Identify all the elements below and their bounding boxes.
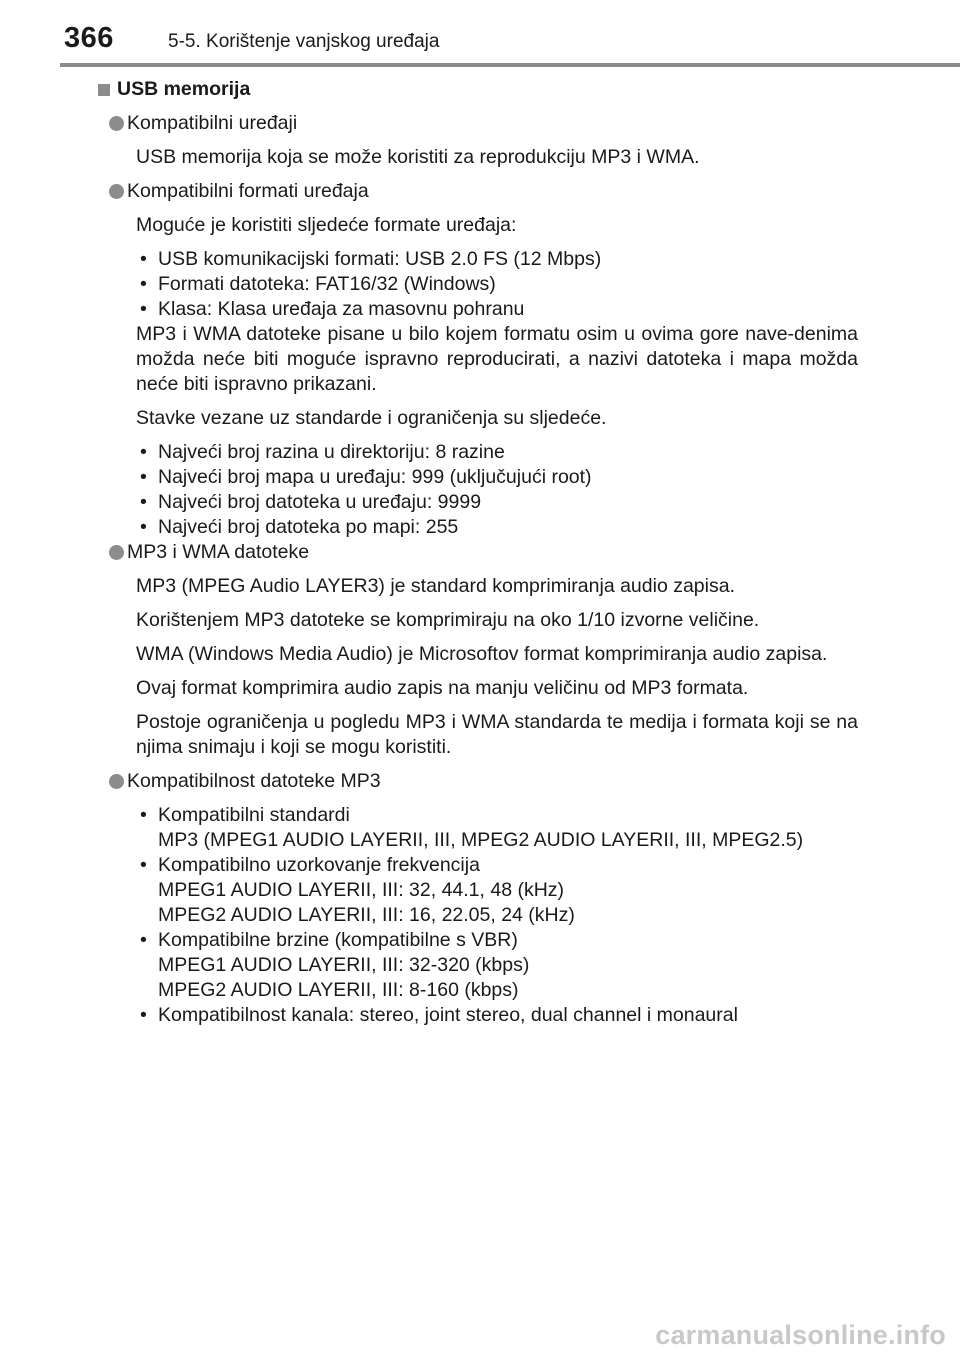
mp3-compat-list: [136, 803, 858, 1028]
list-item: • Formati datoteka: FAT16/32 (Windows): [140, 273, 496, 295]
files-paragraph-1: MP3 (MPEG Audio LAYER3) je standard komprimiranja audio zapisa.: [136, 575, 735, 597]
circle-bullet-icon: [109, 184, 124, 199]
limits-list: [136, 440, 858, 540]
subheading-mp3-compatibility: [109, 769, 858, 794]
circle-bullet-icon: [109, 116, 124, 131]
compatible-formats-intro: Moguće je koristiti sljedeće formate uređaja:: [136, 214, 517, 236]
files-paragraph-3: WMA (Windows Media Audio) je Microsoftov format komprimiranja audio zapisa.: [136, 643, 828, 665]
list-item: • Najveći broj datoteka po mapi: 255: [140, 516, 459, 538]
subheading-text: Kompatibilnost datoteke MP3: [127, 770, 381, 792]
watermark: carmanualsonline.info: [655, 1320, 946, 1350]
header-rule: [60, 63, 960, 67]
section-title: 5-5. Korištenje vanjskog uređaja: [168, 31, 440, 52]
files-paragraph-4: Ovaj format komprimira audio zapis na manju veličinu od MP3 formata.: [136, 677, 749, 699]
format-list: [136, 247, 858, 322]
circle-bullet-icon: [109, 545, 124, 560]
list-item: • USB komunikacijski formati: USB 2.0 FS (12 Mbps): [140, 248, 602, 270]
subheading-text: Kompatibilni uređaji: [127, 112, 298, 134]
circle-bullet-icon: [109, 774, 124, 789]
section-heading-text: USB memorija: [117, 78, 251, 100]
files-paragraph-2: Korištenjem MP3 datoteke se komprimiraju na oko 1/10 izvorne veličine.: [136, 609, 760, 631]
subheading-compatible-devices: [109, 111, 858, 136]
subheading-compatible-formats: [109, 179, 858, 204]
list-item: • Najveći broj datoteka u uređaju: 9999: [140, 491, 482, 513]
compatible-devices-text: USB memorija koja se može koristiti za reprodukciju MP3 i WMA.: [136, 146, 700, 168]
list-item: • Klasa: Klasa uređaja za masovnu pohranu: [140, 298, 525, 320]
section-heading: [98, 77, 858, 102]
page-header: [0, 0, 960, 64]
list-item: • Kompatibilni standardi MP3 (MPEG1 AUDIO LAYERII, III, MPEG2 AUDIO LAYERII, III, MPEG2.5): [140, 804, 804, 851]
subheading-text: MP3 i WMA datoteke: [127, 541, 310, 563]
limits-intro: Stavke vezane uz standarde i ograničenja su sljedeće.: [136, 407, 607, 429]
list-item: • Kompatibilnost kanala: stereo, joint stereo, dual channel i monaural: [140, 1004, 738, 1026]
subheading-text: Kompatibilni formati uređaja: [127, 180, 369, 202]
files-paragraph-5: Postoje ograničenja u pogledu MP3 i WMA standarda te medija i formata koji se na njima snimaju i koji se mogu koristiti.: [136, 711, 858, 758]
format-note: MP3 i WMA datoteke pisane u bilo kojem formatu osim u ovima gore nave-denima možda neće biti moguće ispravno reproducirati, a nazivi datoteka i mapa možda neće biti ispravno prikazani.: [136, 323, 858, 395]
list-item: • Kompatibilno uzorkovanje frekvencija MPEG1 AUDIO LAYERII, III: 32, 44.1, 48 (kHz) MPEG2 AUDIO LAYERII, III: 16, 22.05, 24 (kHz): [140, 854, 575, 926]
list-item: • Kompatibilne brzine (kompatibilne s VBR) MPEG1 AUDIO LAYERII, III: 32-320 (kbps) MPEG2 AUDIO LAYERII, III: 8-160 (kbps): [140, 929, 530, 1001]
list-item: • Najveći broj razina u direktoriju: 8 razine: [140, 441, 505, 463]
page-number: 366: [64, 22, 114, 54]
page-content: [98, 77, 858, 1037]
list-item: • Najveći broj mapa u uređaju: 999 (uključujući root): [140, 466, 592, 488]
subheading-mp3-wma-files: [109, 540, 858, 565]
square-bullet-icon: [98, 84, 110, 96]
